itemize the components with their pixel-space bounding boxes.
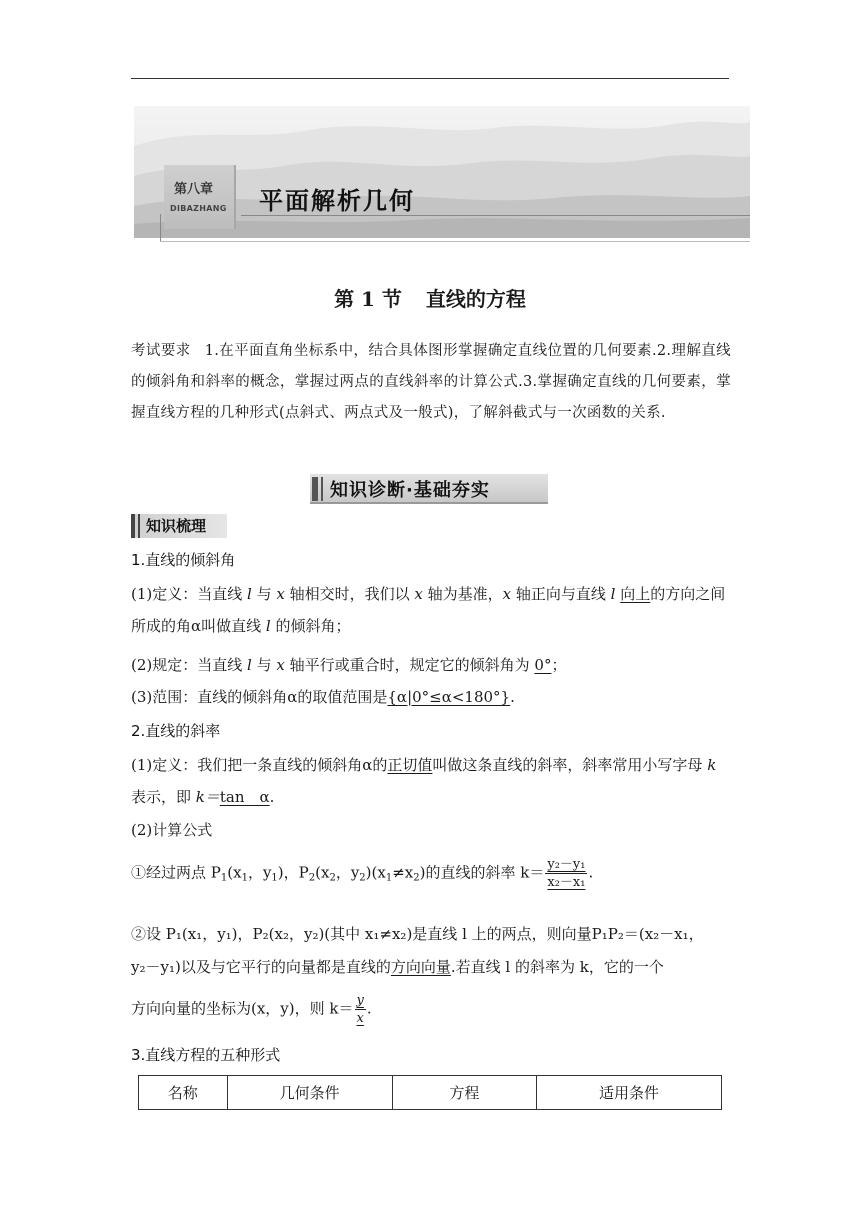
formula-direction-vector — [131, 918, 731, 950]
requirements-label: 考试要求 — [131, 343, 191, 359]
banner-bar-icon — [312, 477, 318, 501]
banner-frame-left — [160, 214, 161, 242]
answer-range: {α|0°≤α<180°} — [387, 688, 511, 706]
table-header-cell: 名称 — [139, 1076, 228, 1110]
knowledge-diagnosis-title: 知识诊断·基础夯实 — [330, 480, 490, 501]
heading-inclination: 1.直线的倾斜角 — [131, 551, 236, 569]
answer-tan-alpha: tan α — [219, 788, 270, 806]
formula-two-points: ①经过两点 $P_1(x_1$，$y_1$)，$P_2(x_2$，$y_2)(x_1\ne x_2)$的直线的斜率 k＝ $\frac{\text{y₂－y₁}}{\text{x₂－x₁}}$ . — [131, 857, 594, 890]
banner-bar-icon — [131, 514, 135, 538]
section-name: 直线的方程 — [425, 287, 526, 311]
top-rule — [131, 78, 729, 79]
answer-upward: 向上 — [620, 585, 651, 603]
table-header-cell: 适用条件 — [536, 1076, 721, 1110]
banner-frame-bottom — [160, 241, 750, 242]
chapter-title: 平面解析几何 — [259, 187, 415, 215]
chapter-tab — [164, 165, 236, 229]
table-header-cell: 方程 — [392, 1076, 536, 1110]
banner-bar-icon — [321, 477, 323, 501]
knowledge-review-title: 知识梳理 — [146, 517, 207, 535]
table-header-row — [139, 1076, 722, 1110]
paragraph-inclination-range: (3)范围：直线的倾斜角α的取值范围是{α|0°≤α<180°}. — [131, 688, 515, 706]
paragraph-inclination-definition: (1)定义：当直线 l 与 x 轴相交时，我们以 x 轴为基准，x 轴正向与直线 l 向上的方向之间所成的角α叫做直线 l 的倾斜角； — [131, 585, 726, 635]
chapter-label: 第八章 — [174, 182, 214, 197]
answer-direction-vector: 方向向量 — [390, 958, 451, 976]
slope-fraction: $\frac{\text{y₂－y₁}}{\text{x₂－x₁}}$ — [547, 857, 586, 890]
direction-vector-line-1: ②设 P₁(x₁，y₁)，P₂(x₂，y₂)(其中 x₁≠x₂)是直线 l 上的两点，则向量P₁P₂＝(x₂－x₁， — [131, 925, 704, 943]
banner-rule — [241, 215, 750, 216]
table-header-cell: 几何条件 — [227, 1076, 392, 1110]
paragraph-calc-formula: (2)计算公式 — [131, 821, 213, 839]
heading-slope: 2.直线的斜率 — [131, 722, 221, 740]
chapter-pinyin: DIBAZHANG — [170, 204, 227, 213]
answer-zero-degree: 0° — [534, 656, 552, 674]
direction-vector-line-2: y₂－y₁)以及与它平行的向量都是直线的方向向量.若直线 l 的斜率为 k，它的一个 — [131, 958, 664, 976]
banner-bar-icon — [138, 514, 140, 538]
paragraph-slope-definition: (1)定义：我们把一条直线的倾斜角α的正切值叫做这条直线的斜率，斜率常用小写字母 k 表示，即 k＝tan α. — [131, 756, 717, 806]
direction-vector-line-3: 方向向量的坐标为(x，y)，则 k＝ $\frac{y}{x}$ . — [131, 993, 372, 1026]
heading-line-equation-forms: 3.直线方程的五种形式 — [131, 1046, 281, 1064]
exam-requirements — [131, 336, 731, 429]
vector-slope-fraction: $\frac{y}{x}$ — [356, 993, 364, 1026]
paragraph-inclination-rule: (2)规定：当直线 l 与 x 轴平行或重合时，规定它的倾斜角为 0°； — [131, 656, 567, 674]
section-number: 第 1 节 — [334, 287, 402, 311]
section-title — [0, 283, 860, 312]
equation-forms-table — [138, 1075, 722, 1110]
requirements-text: 1.在平面直角坐标系中，结合具体图形掌握确定直线位置的几何要素.2.理解直线的倾斜角和斜率的概念，掌握过两点的直线斜率的计算公式.3.掌握确定直线的几何要素，掌握直线方程的几种形式(点斜式、两点式及一般式)，了解斜截式与一次函数的关系. — [131, 343, 731, 421]
answer-tangent: 正切值 — [387, 756, 433, 774]
